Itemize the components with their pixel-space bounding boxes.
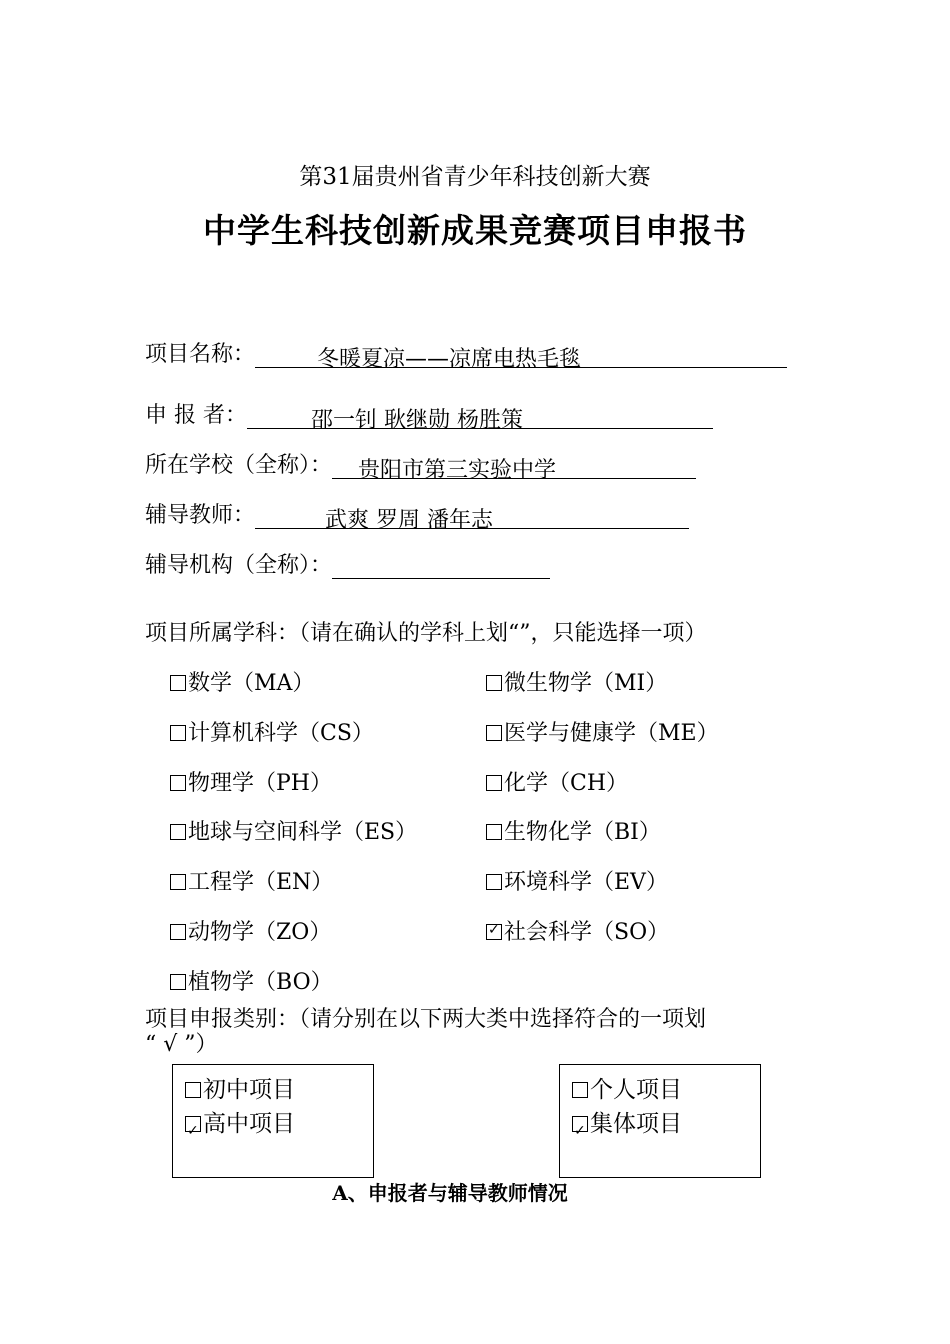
subject-label: 地球与空间科学（ES） — [188, 820, 418, 846]
subject-option[interactable] — [170, 766, 332, 797]
subject-label: 环境科学（EV） — [504, 870, 668, 896]
type-option-individual[interactable] — [560, 1073, 760, 1107]
subject-checkbox[interactable] — [486, 775, 502, 791]
subject-label: 动物学（ZO） — [188, 920, 332, 945]
applicant-field[interactable] — [247, 403, 713, 433]
teacher-value: 武爽 罗周 潘年志 — [325, 508, 494, 533]
school-value: 贵阳市第三实验中学 — [358, 458, 557, 483]
subject-option[interactable] — [486, 915, 669, 946]
project-type-box — [559, 1064, 761, 1178]
level-option-senior[interactable] — [173, 1107, 373, 1141]
subject-checkbox[interactable] — [486, 874, 502, 890]
level-junior-checkbox[interactable] — [185, 1082, 201, 1098]
project-name-label: 项目名称： — [145, 342, 256, 367]
subject-checkbox[interactable] — [486, 725, 502, 741]
subject-label: 生物化学（BI） — [504, 820, 661, 846]
subject-option[interactable] — [486, 865, 668, 896]
subject-heading: 项目所属学科：（请在确认的学科上划“”，只能选择一项） — [145, 621, 707, 646]
project-name-field[interactable] — [255, 342, 787, 372]
subject-label: 植物学（BO） — [188, 969, 333, 995]
subject-checkbox[interactable] — [170, 974, 186, 990]
type-individual-label: 个人项目 — [590, 1077, 682, 1103]
subject-option[interactable] — [170, 716, 374, 747]
subject-option[interactable] — [486, 815, 661, 846]
school-level-box — [172, 1064, 374, 1178]
level-junior-label: 初中项目 — [203, 1077, 295, 1103]
teacher-field[interactable] — [255, 503, 689, 533]
subject-label: 社会科学（SO） — [504, 920, 670, 945]
institution-field[interactable] — [332, 553, 550, 579]
subject-label: 微生物学（MI） — [504, 671, 668, 696]
teacher-row — [145, 498, 689, 533]
category-heading-line1: 项目申报类别：（请分别在以下两大类中选择符合的一项划 — [145, 1007, 707, 1032]
subject-label: 数学（MA） — [188, 671, 315, 696]
subject-option[interactable] — [486, 716, 719, 747]
applicant-row — [145, 398, 713, 433]
subject-option[interactable] — [486, 766, 628, 797]
institution-row — [145, 548, 550, 579]
subject-option[interactable] — [170, 915, 331, 946]
school-label: 所在学校（全称）： — [145, 453, 333, 478]
subject-checkbox[interactable] — [486, 675, 502, 691]
school-field[interactable] — [332, 453, 696, 483]
institution-label: 辅导机构（全称）： — [145, 553, 333, 578]
subject-option[interactable] — [170, 815, 417, 846]
project-name-value: 冬暖夏凉——凉席电热毛毯 — [317, 347, 582, 372]
subject-checkbox[interactable] — [170, 675, 186, 691]
type-option-group[interactable] — [560, 1107, 760, 1141]
subject-checkbox[interactable] — [170, 725, 186, 741]
applicant-value: 邵一钊 耿继勋 杨胜策 — [311, 408, 523, 433]
project-name-row — [145, 337, 787, 372]
type-individual-checkbox[interactable] — [572, 1082, 588, 1098]
subject-label: 医学与健康学（ME） — [504, 720, 719, 746]
school-row — [145, 448, 696, 483]
subject-option[interactable] — [170, 865, 333, 896]
subject-label: 物理学（PH） — [188, 770, 332, 796]
type-group-checkbox[interactable] — [572, 1116, 588, 1132]
subject-checkbox[interactable] — [486, 824, 502, 840]
level-option-junior[interactable] — [173, 1073, 373, 1107]
subject-label: 计算机科学（CS） — [188, 720, 374, 746]
subject-checkbox[interactable] — [170, 874, 186, 890]
subject-checkbox[interactable] — [170, 924, 186, 940]
subject-checkbox[interactable] — [170, 775, 186, 791]
category-heading-line2: “ √ ”） — [145, 1032, 218, 1057]
teacher-label: 辅导教师： — [145, 503, 256, 528]
subject-option[interactable] — [486, 666, 667, 697]
level-senior-label: 高中项目 — [203, 1111, 295, 1137]
contest-subtitle: 第31届贵州省青少年科技创新大赛 — [299, 164, 651, 190]
subject-checkbox[interactable] — [170, 824, 186, 840]
subject-option[interactable] — [170, 666, 314, 697]
type-group-label: 集体项目 — [590, 1111, 682, 1137]
applicant-label: 申 报 者： — [145, 403, 247, 428]
subject-checkbox[interactable] — [486, 924, 502, 940]
form-title: 中学生科技创新成果竞赛项目申报书 — [203, 211, 747, 250]
section-title: A、申报者与辅导教师情况 — [332, 1181, 568, 1205]
subject-option[interactable] — [170, 965, 333, 996]
subject-label: 工程学（EN） — [188, 870, 334, 896]
subject-label: 化学（CH） — [504, 770, 629, 796]
level-senior-checkbox[interactable] — [185, 1116, 201, 1132]
